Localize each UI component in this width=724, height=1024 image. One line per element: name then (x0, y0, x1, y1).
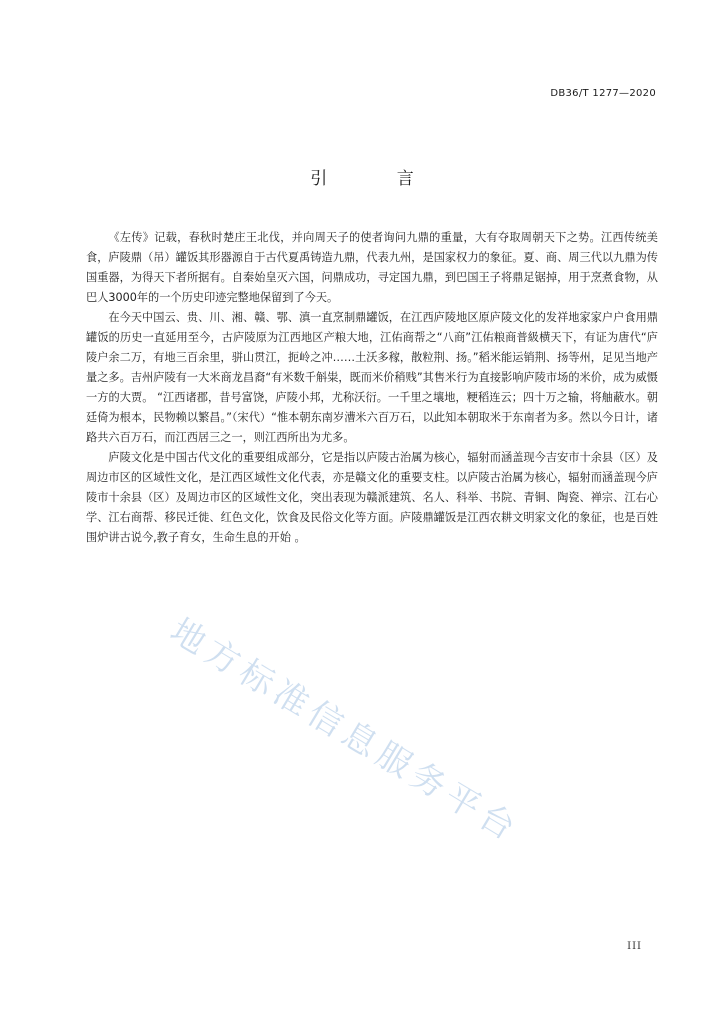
paragraph: 庐陵文化是中国古代文化的重要组成部分，它是指以庐陵古治属为核心，辐射而涵盖现今吉安市十余县（区）及周边市区的区域性文化，是江西区域性文化代表，亦是赣文化的重要支柱。以庐陵古治属为核心，辐射而涵盖现今庐陵市十余县（区）及周边市区的区域性文化，突出表现为赣派建筑、名人、科举、书院、青铜、陶瓷、禅宗、江右心学、江右商帮、移民迁徙、红色文化，饮食及民俗文化等方面。庐陵鼎罐饭是江西农耕文明家文化的象征，也是百姓围炉讲古说今,教子育女，生命生息的开始 。 (86, 451, 658, 544)
standard-code: DB36/T 1277—2020 (550, 88, 656, 99)
paragraph: 《左传》记载，春秋时楚庄王北伐，并向周天子的使者询问九鼎的重量，大有夺取周朝天下之势。江西传统美食，庐陵鼎（吊）罐饭其形器源自于古代夏禹铸造九鼎，代表九州，是国家权力的象征。夏、商、周三代以九鼎为传国重器，为得天下者所据有。自秦始皇灭六国，问鼎成功，寻定国九鼎，到巴国王子将鼎足锯掉，用于烹煮食物，从巴人3000年的一个历史印迹完整地保留到了今天。 (86, 231, 658, 304)
section-title: 引 言 (310, 169, 446, 189)
body-text (86, 228, 658, 548)
paragraph: 在今天中国云、贵、川、湘、赣、鄂、滇一直烹制鼎罐饭，在江西庐陵地区原庐陵文化的发祥地家家户户食用鼎罐饭的历史一直延用至今，古庐陵原为江西地区产粮大地，江佑商帮之“八商”江佑粮商普級横天下，有证为唐代“庐陵户余二万，有地三百余里，骈山贯江，扼岭之冲……土沃多稼，散粒荆、扬。”稻米能运销荆、扬等州，足见当地产量之多。吉州庐陵有一大米商龙昌裔“有米数千斛粜，既而米价稍贱”其售米行为直接影响庐陵市场的米价，成为威慑一方的大贾。 “江西诸郡，昔号富饶，庐陵小邦，尤称沃衍。一千里之壤地，粳稻连云；四十万之输，将舳蔽水。朝廷倚为根本，民物赖以繁昌。”（宋代）“惟本朝东南岁漕米六百万石，以此知本朝取米于东南者为多。然以今日计，诸路共六百万石，而江西居三之一，则江西所出为尤多。 (86, 311, 658, 444)
watermark: 地方标准信息服务平台 (163, 610, 527, 852)
page-number: III (627, 941, 642, 952)
